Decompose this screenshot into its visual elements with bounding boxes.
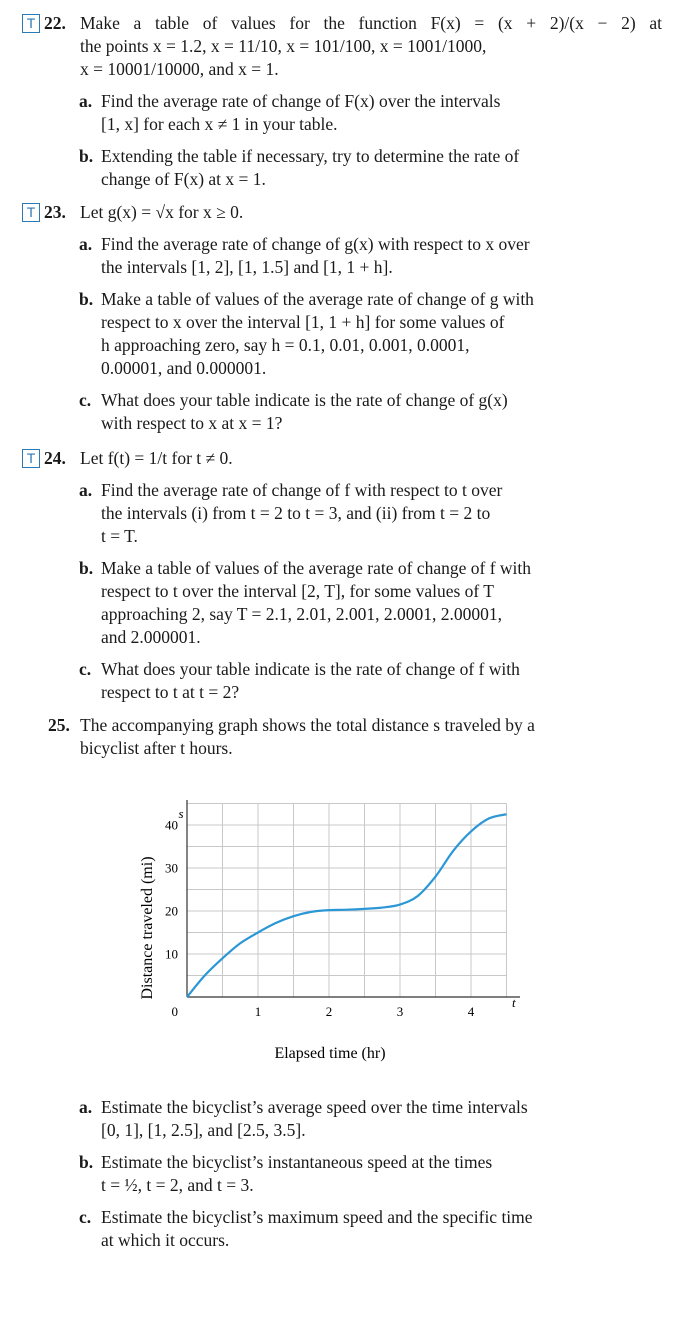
problem-23-part-b: b. Make a table of values of the average rate of change of g with respect to x over the interval [1, 1 + h] for some values of h approaching zero, say h = 0.1, 0.01, 0.001, 0.0001, 0.00001, and 0.000001.: [79, 289, 534, 378]
problem-24-part-b: b. Make a table of values of the average rate of change of f with respect to t over the interval [2, T], for some values of T approaching 2, say T = 2.1, 2.01, 2.001, 2.0001, 2.00001, and 2.000001.: [79, 558, 532, 647]
y-tick-label: 40: [165, 817, 178, 833]
problem-24-part-c: c. What does your table indicate is the rate of change of f with respect to t at t = 2?: [79, 659, 520, 702]
problem-22-part-b: b. Extending the table if necessary, try to determine the rate of change of F(x) at x = 1.: [79, 146, 520, 189]
problem-22-stem: T 22. Make a table of values for the function F(x) = (x + 2)/(x − 2) at the points x = 1.2, x = 11/10, x = 101/100, x = 1001/1000, x = 10001/10000, and x = 1.: [22, 12, 662, 81]
y-tick-label: 10: [165, 946, 178, 962]
series-line-distance: [187, 814, 507, 997]
problem-23-part-a: a. Find the average rate of change of g(x) with respect to x over the intervals [1, 2], [1, 1.5] and [1, 1 + h].: [79, 234, 530, 277]
problem-23-number: 23.: [44, 202, 66, 222]
problem-24-stem: T 24. Let f(t) = 1/t for t ≠ 0.: [22, 447, 662, 470]
y-tick-label: 0: [171, 1004, 178, 1019]
x-tick-label: 4: [467, 1004, 475, 1019]
chart-series: [187, 814, 507, 997]
problem-25-part-a: a. Estimate the bicyclist’s average speed over the time intervals [0, 1], [1, 2.5], and [2.5, 3.5].: [79, 1097, 528, 1140]
problem-25-number: 25.: [48, 715, 70, 735]
x-axis-label: Elapsed time (hr): [274, 1045, 386, 1062]
problem-25: [22, 714, 662, 760]
x-tick-label: 1: [254, 1004, 262, 1019]
y-tick-label: 30: [165, 860, 178, 876]
problem-23-stem: T 23. Let g(x) = √x for x ≥ 0.: [22, 201, 662, 224]
chart-axes: [184, 800, 520, 1000]
chart-grid: [187, 804, 507, 998]
problem-22-part-a: a. Find the average rate of change of F(x) over the intervals [1, x] for each x ≠ 1 in your table.: [79, 91, 501, 134]
y-axis-label: Distance traveled (mi): [139, 856, 156, 1000]
distance-time-graph: [120, 800, 520, 1070]
problem-24: [22, 447, 662, 704]
problem-25-stem: 25. The accompanying graph shows the total distance s traveled by a bicyclist after t hours.: [48, 715, 535, 758]
problem-22-number: 22.: [44, 13, 66, 33]
chart-tick-labels: [165, 818, 475, 1020]
problem-22: [22, 12, 662, 191]
x-axis-variable: t: [512, 995, 516, 1010]
problem-23: [22, 201, 662, 435]
technology-tag-icon: T: [22, 449, 40, 468]
y-tick-label: 20: [165, 903, 178, 919]
x-tick-label: 2: [325, 1004, 333, 1019]
technology-tag-icon: T: [22, 14, 40, 33]
problem-25-parts: [22, 1096, 662, 1252]
problem-24-number: 24.: [44, 448, 66, 468]
y-axis-variable: s: [178, 806, 184, 821]
problem-25-part-c: c. Estimate the bicyclist’s maximum speed and the specific time at which it occurs.: [79, 1207, 533, 1250]
technology-tag-icon: T: [22, 203, 40, 222]
problem-25-part-b: b. Estimate the bicyclist’s instantaneous speed at the times t = ½, t = 2, and t = 3.: [79, 1152, 493, 1195]
x-tick-label: 3: [396, 1004, 404, 1019]
problem-24-part-a: a. Find the average rate of change of f with respect to t over the intervals (i) from t = 2 to t = 3, and (ii) from t = 2 to t = T.: [79, 480, 503, 546]
problem-23-part-c: c. What does your table indicate is the rate of change of g(x) with respect to x at x = 1?: [79, 390, 508, 433]
